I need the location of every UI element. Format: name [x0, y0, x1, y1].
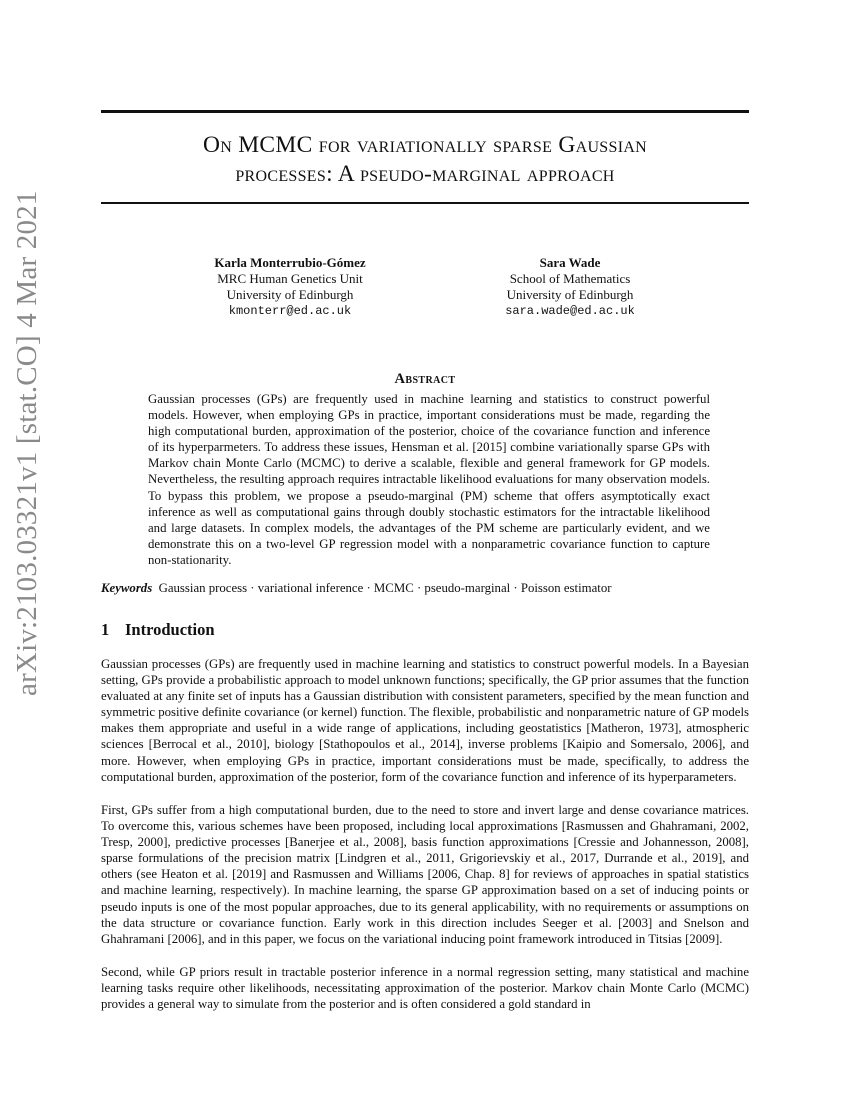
keywords-list: Gaussian process · variational inference · MCMC · pseudo-marginal · Poisson estimator: [158, 581, 612, 595]
body-paragraph: First, GPs suffer from a high computational burden, due to the need to store and invert large and dense covariance matrices. To overcome this, various schemes have been proposed, including local approximations [Rasmussen and Ghahramani, 2002, Tresp, 2000], predictive processes [Banerjee et al., 2008], basis function approximations [Cressie and Johannesson, 2008], sparse formulations of the precision matrix [Lindgren et al., 2011, Grigorievskiy et al., 2017, Durrande et al., 2019], and others (see Heaton et al. [2019] and Rasmussen and Williams [2006, Chap. 8] for reviews of approaches in spatial statistics and machine learning, respectively). In machine learning, the sparse GP approximation based on a set of inducing points or pseudo inputs is one of the most popular approaches, due to its general applicability, with no requirements or assumptions on the data structure or covariance function. Early work in this direction includes Seeger et al. [2003] and Snelson and Ghahramani [2006], and in this paper, we focus on the variational inducing point framework introduced in Titsias [2009].: [101, 803, 749, 946]
abstract-heading: Abstract: [394, 371, 456, 387]
section-title: Introduction: [125, 620, 215, 639]
section-heading-introduction: [101, 620, 215, 640]
author-institution: University of Edinburgh: [226, 287, 354, 302]
author-affiliation: MRC Human Genetics Unit: [217, 271, 363, 286]
author-name: Sara Wade: [539, 255, 601, 270]
author-block-1: [205, 255, 375, 319]
author-affiliation: School of Mathematics: [509, 271, 631, 286]
abstract-text: Gaussian processes (GPs) are frequently used in machine learning and statistics to construct powerful models. However, when employing GPs in practice, important considerations must be made, regarding the high computational burden, approximation of the posterior, choice of the covariance function and inference of its hyperparmeters. To address these issues, Hensman et al. [2015] combine variationally sparse GPs with Markov chain Monte Carlo (MCMC) to derive a scalable, flexible and general framework for GP models. Nevertheless, the resulting approach requires intractable likelihood evaluations for many observation models. To bypass this problem, we propose a pseudo-marginal (PM) scheme that offers asymptotically exact inference as well as computational gains through doubly stochastic estimators for the intractable likelihood and large datasets. In complex models, the advantages of the PM scheme are particularly evident, and we demonstrate this on a two-level GP regression model with a nonparametric covariance function to capture non-stationarity.: [148, 392, 710, 567]
author-email[interactable]: sara.wade@ed.ac.uk: [505, 304, 635, 318]
author-block-2: [480, 255, 660, 319]
body-paragraph: Gaussian processes (GPs) are frequently used in machine learning and statistics to construct powerful models. In a Bayesian setting, GPs provide a probabilistic approach to model unknown functions; specifically, the GP prior assumes that the function evaluated at any finite set of inputs has a Gaussian distribution with consistent parameters, specified by the mean function and symmetric positive definite covariance (or kernel) function. The flexible, probabilistic and nonparametric nature of GP models makes them appropriate and useful in a wide range of applications, including geostatistics [Matheron, 1973], atmospheric sciences [Berrocal et al., 2010], biology [Stathopoulos et al., 2014], inverse problems [Kaipio and Somersalo, 2006], and more. However, when employing GPs in practice, important considerations must be made, specifically, to address the computational burden, approximation of the posterior, form of the covariance function and inference of its hyperparameters.: [101, 657, 749, 784]
keywords-line: [101, 580, 749, 596]
author-name: Karla Monterrubio-Gómez: [214, 255, 366, 270]
paper-title-line-2: processes: A pseudo-marginal approach: [235, 161, 615, 187]
keywords-label: Keywords: [101, 581, 153, 595]
paper-title: [101, 131, 749, 189]
arxiv-identifier-stamp: arXiv:2103.03321v1 [stat.CO] 4 Mar 2021: [11, 190, 43, 696]
title-top-rule: [101, 110, 749, 113]
body-paragraph: Second, while GP priors result in tractable posterior inference in a normal regression setting, many statistical and machine learning tasks require other likelihoods, necessitating approximation of the posterior. Markov chain Monte Carlo (MCMC) provides a general way to simulate from the posterior and is often considered a gold standard in: [101, 965, 749, 1012]
title-bottom-rule: [101, 202, 749, 204]
section-number: 1: [101, 620, 110, 639]
author-institution: University of Edinburgh: [506, 287, 634, 302]
author-email[interactable]: kmonterr@ed.ac.uk: [228, 304, 352, 318]
paper-title-line-1: On MCMC for variationally sparse Gaussian: [202, 132, 648, 158]
